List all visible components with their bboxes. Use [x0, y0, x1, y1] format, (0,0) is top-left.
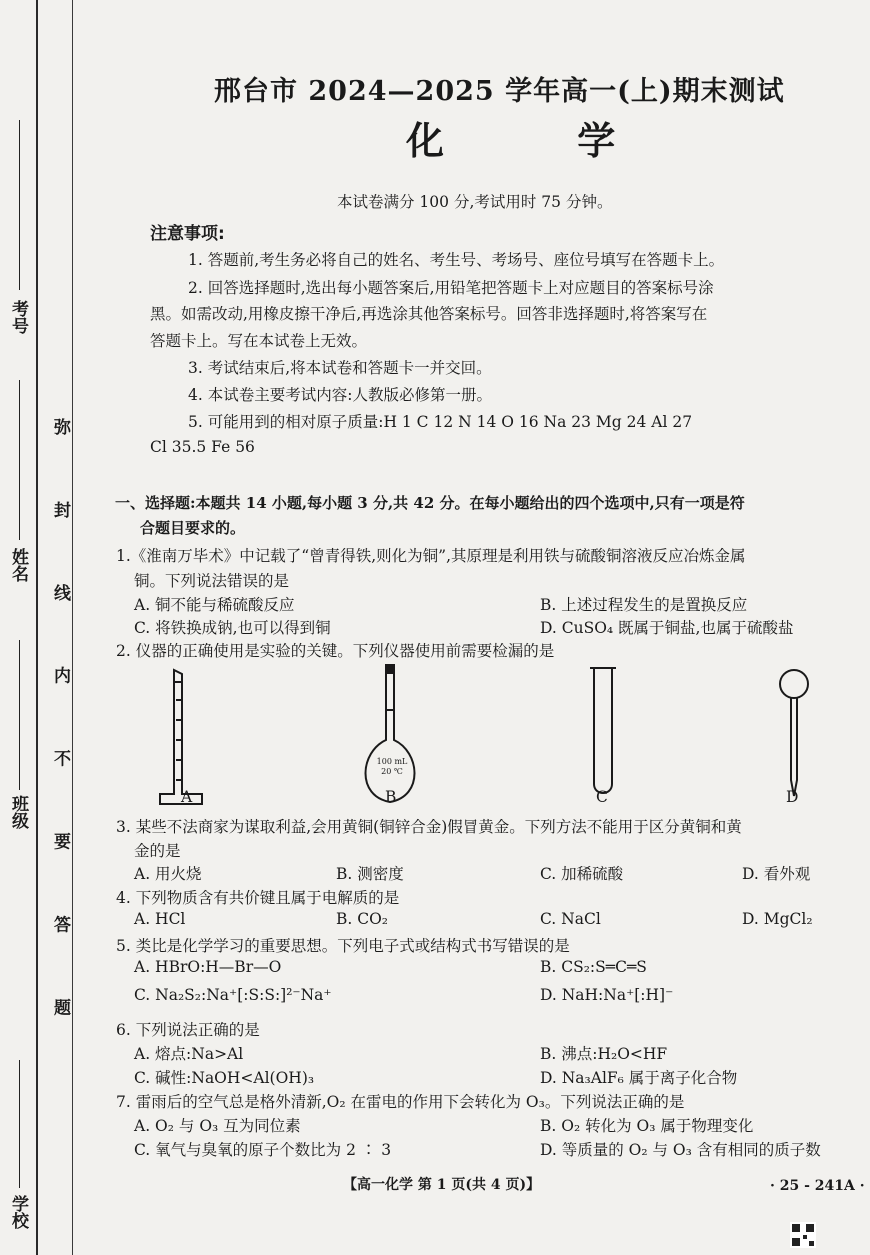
q2-stem: 2. 仪器的正确使用是实验的关键。下列仪器使用前需要检漏的是	[116, 642, 555, 660]
name-label: 姓名	[8, 548, 28, 582]
binding-warning: 弥 封 线 内 不 要 答 题	[50, 418, 70, 1046]
q3-option-d: D. 看外观	[742, 865, 811, 883]
q1-stem-cont: 铜。下列说法错误的是	[134, 572, 290, 590]
school-blank	[19, 1060, 20, 1188]
exam-info: 本试卷满分 100 分,考试用时 75 分钟。	[337, 193, 613, 211]
q6-option-b: B. 沸点:H₂O<HF	[540, 1045, 668, 1063]
page-footer: 【高一化学 第 1 页(共 4 页)】	[343, 1177, 541, 1193]
q1-option-d: D. CuSO₄ 既属于铜盐,也属于硫酸盐	[540, 619, 794, 637]
note-item: 5. 可能用到的相对原子质量:H 1 C 12 N 14 O 16 Na 23 Mg 24 Al 27	[188, 413, 693, 431]
subject-title: 化 学	[406, 118, 676, 163]
exam-number-blank	[19, 120, 20, 290]
dropper-icon	[780, 670, 808, 796]
paper-code: · 25 - 241A ·	[770, 1178, 865, 1194]
flask-volume-label: 100 mL	[376, 757, 408, 766]
q7-option-c: C. 氧气与臭氧的原子个数比为 2 ∶ 3	[134, 1141, 392, 1159]
section-heading-cont: 合题目要求的。	[140, 519, 246, 537]
q7-option-b: B. O₂ 转化为 O₃ 属于物理变化	[540, 1117, 754, 1135]
q7-option-d: D. 等质量的 O₂ 与 O₃ 含有相同的质子数	[540, 1141, 821, 1159]
binding-line	[36, 0, 38, 1255]
q7-stem: 7. 雷雨后的空气总是格外清新,O₂ 在雷电的作用下会转化为 O₃。下列说法正确的是	[116, 1093, 685, 1111]
name-blank	[19, 380, 20, 540]
q2-label-b: B	[385, 788, 397, 806]
q6-option-c: C. 碱性:NaOH<Al(OH)₃	[134, 1069, 315, 1087]
graduated-cylinder-icon	[160, 670, 202, 804]
q4-option-a: A. HCl	[134, 910, 186, 928]
note-item: 4. 本试卷主要考试内容:人教版必修第一册。	[188, 386, 492, 404]
exam-title: 邢台市 2024—2025 学年高一(上)期末测试	[214, 76, 785, 107]
q2-label-a: A	[181, 788, 193, 806]
note-item: 黑。如需改动,用橡皮擦干净后,再选涂其他答案标号。回答非选择题时,将答案写在	[150, 305, 708, 323]
q3-option-b: B. 测密度	[336, 865, 404, 883]
q6-stem: 6. 下列说法正确的是	[116, 1021, 260, 1039]
volumetric-flask-icon	[366, 664, 415, 802]
section-heading: 一、选择题:本题共 14 小题,每小题 3 分,共 42 分。在每小题给出的四个选项中,只有一项是符	[115, 494, 745, 512]
q1-stem: 1.《淮南万毕术》中记载了“曾青得铁,则化为铜”,其原理是利用铁与硫酸铜溶液反应冶炼金属	[116, 547, 746, 565]
q1-option-c: C. 将铁换成钠,也可以得到铜	[134, 619, 331, 637]
school-label: 学校	[8, 1195, 28, 1229]
q6-option-a: A. 熔点:Na>Al	[134, 1045, 244, 1063]
q5-option-b: B. CS₂:S═C═S	[540, 958, 647, 976]
qr-code-icon	[790, 1222, 816, 1248]
q2-label-c: C	[596, 788, 608, 806]
note-item: 2. 回答选择题时,选出每小题答案后,用铅笔把答题卡上对应题目的答案标号涂	[188, 279, 714, 297]
apparatus-figure	[150, 660, 850, 810]
q5-option-d: D. NaH:Na⁺[:H]⁻	[540, 986, 674, 1004]
class-blank	[19, 640, 20, 790]
class-label: 班级	[8, 795, 28, 829]
note-item: Cl 35.5 Fe 56	[150, 438, 255, 456]
q5-option-c: C. Na₂S₂:Na⁺[:S:S:]²⁻Na⁺	[134, 986, 332, 1004]
test-tube-icon	[590, 668, 616, 793]
notes-heading: 注意事项:	[150, 224, 225, 244]
q6-option-d: D. Na₃AlF₆ 属于离子化合物	[540, 1069, 738, 1087]
q4-option-d: D. MgCl₂	[742, 910, 813, 928]
q2-label-d: D	[786, 788, 799, 806]
q3-stem: 3. 某些不法商家为谋取利益,会用黄铜(铜锌合金)假冒黄金。下列方法不能用于区分黄铜和黄	[116, 818, 742, 836]
q1-option-b: B. 上述过程发生的是置换反应	[540, 596, 748, 614]
note-item: 答题卡上。写在本试卷上无效。	[150, 332, 368, 350]
q4-stem: 4. 下列物质含有共价键且属于电解质的是	[116, 889, 400, 907]
exam-number-label: 考号	[8, 300, 28, 334]
note-item: 1. 答题前,考生务必将自己的姓名、考生号、考场号、座位号填写在答题卡上。	[188, 251, 725, 269]
q5-stem: 5. 类比是化学学习的重要思想。下列电子式或结构式书写错误的是	[116, 937, 570, 955]
q7-option-a: A. O₂ 与 O₃ 互为同位素	[134, 1117, 301, 1135]
q5-option-a: A. HBrO:H—Br—O	[134, 958, 282, 976]
q3-stem-cont: 金的是	[134, 842, 181, 860]
q4-option-b: B. CO₂	[336, 910, 389, 928]
q4-option-c: C. NaCl	[540, 910, 601, 928]
note-item: 3. 考试结束后,将本试卷和答题卡一并交回。	[188, 359, 492, 377]
flask-temperature-label: 20 ℃	[381, 767, 403, 776]
q3-option-a: A. 用火烧	[134, 865, 202, 883]
q3-option-c: C. 加稀硫酸	[540, 865, 624, 883]
q1-option-a: A. 铜不能与稀硫酸反应	[134, 596, 295, 614]
